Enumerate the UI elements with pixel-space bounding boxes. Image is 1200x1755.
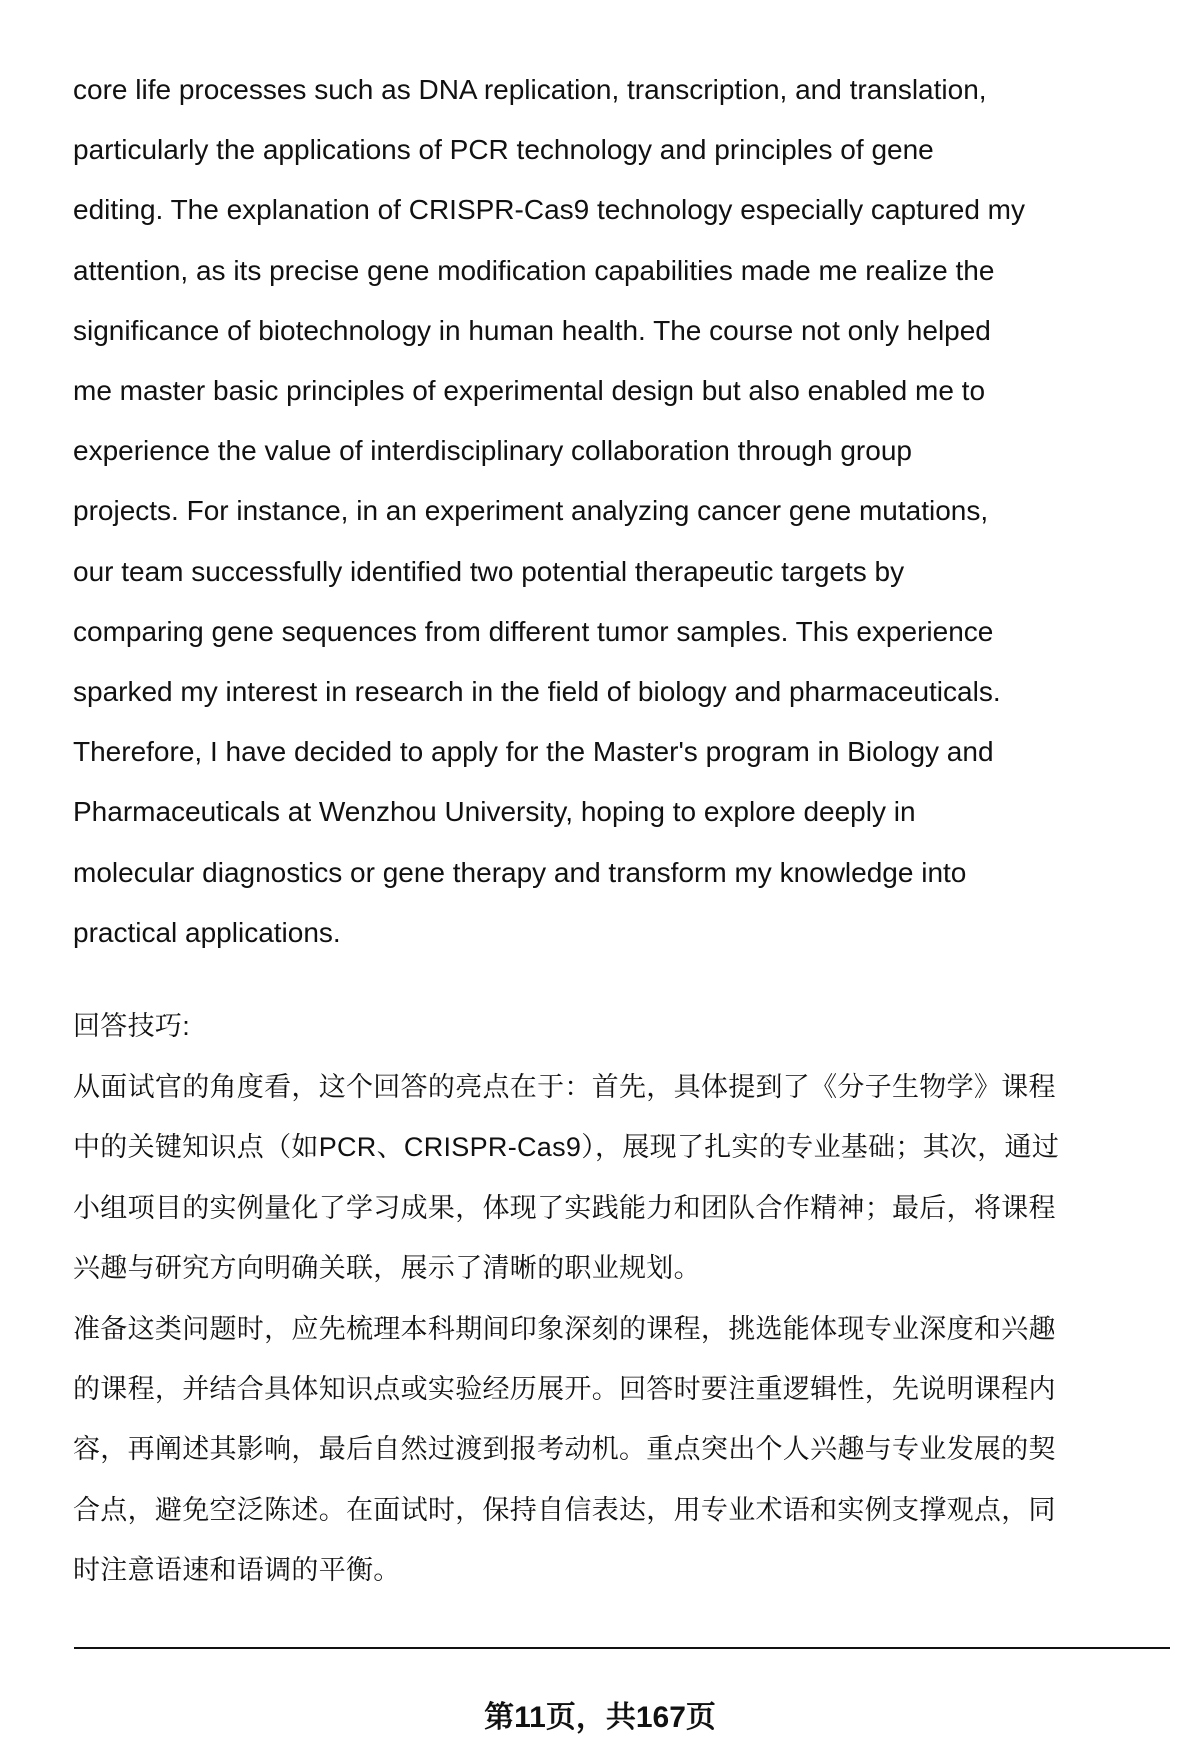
footer-divider	[74, 1647, 1170, 1649]
answer-line: significance of biotechnology in human health. The course not only helped	[73, 314, 991, 346]
answer-line: sparked my interest in research in the field of biology and pharmaceuticals.	[73, 676, 1001, 707]
tips-line: 兴趣与研究方向明确关联，展示了清晰的职业规划。	[73, 1253, 701, 1284]
tips-line: 容，再阐述其影响，最后自然过渡到报考动机。重点突出个人兴趣与专业发展的契	[73, 1434, 1056, 1465]
answer-line: particularly the applications of PCR technology and principles of gene	[73, 134, 934, 166]
answer-line: Pharmaceuticals at Wenzhou University, hoping to explore deeply in	[73, 796, 916, 828]
tips-heading: 回答技巧:	[73, 1011, 191, 1041]
answer-line: molecular diagnostics or gene therapy and transform my knowledge into	[73, 856, 967, 888]
answer-line: me master basic principles of experimental design but also enabled me to	[73, 375, 986, 406]
tips-line: 准备这类问题时，应先梳理本科期间印象深刻的课程，挑选能体现专业深度和兴趣	[73, 1313, 1056, 1344]
answer-line: core life processes such as DNA replication, transcription, and translation,	[73, 74, 987, 105]
tips-line: 合点，避免空泛陈述。在面试时，保持自信表达，用专业术语和实例支撑观点，同	[73, 1494, 1056, 1525]
tips-line: 中的关键知识点（如PCR、CRISPR-Cas9），展现了扎实的专业基础；其次，通过	[73, 1132, 1060, 1163]
tips-line: 小组项目的实例量化了学习成果，体现了实践能力和团队合作精神；最后，将课程	[73, 1192, 1056, 1223]
answer-line: projects. For instance, in an experiment analyzing cancer gene mutations,	[73, 495, 989, 527]
tips-line: 从面试官的角度看，这个回答的亮点在于：首先，具体提到了《分子生物学》课程	[73, 1072, 1056, 1102]
tips-line: 的课程，并结合具体知识点或实验经历展开。回答时要注重逻辑性，先说明课程内	[73, 1374, 1056, 1404]
answer-line: experience the value of interdisciplinary collaboration through group	[73, 435, 912, 467]
page-number: 第11页，共167页	[484, 1701, 716, 1734]
answer-line: attention, as its precise gene modification capabilities made me realize the	[73, 254, 995, 286]
answer-line: editing. The explanation of CRISPR-Cas9 technology especially captured my	[73, 194, 1025, 226]
answer-line: Therefore, I have decided to apply for the Master's program in Biology and	[73, 736, 994, 768]
answer-line: comparing gene sequences from different tumor samples. This experience	[73, 615, 994, 647]
tips-line: 时注意语速和语调的平衡。	[73, 1555, 401, 1586]
answer-line: our team successfully identified two potential therapeutic targets by	[73, 555, 905, 587]
answer-line: practical applications.	[73, 916, 341, 948]
